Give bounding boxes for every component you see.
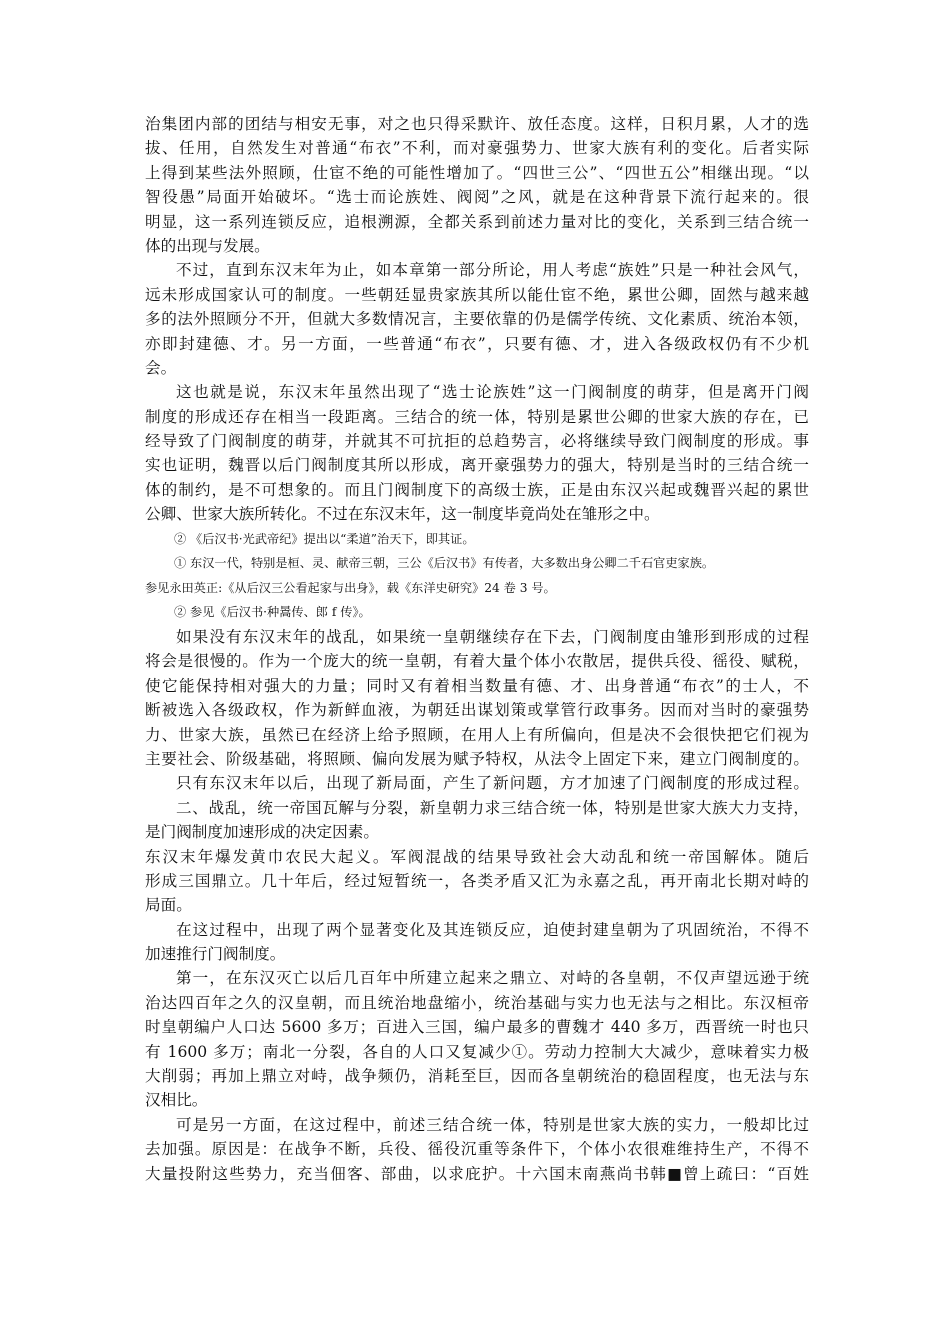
text-line: 智役愚”局面开始破坏。“选士而论族姓、阀阅”之风，就是在这种背景下流行起来的。很 bbox=[145, 188, 809, 207]
text-line: 制度的形成还存在相当一段距离。三结合的统一体，特别是累世公卿的世家大族的存在，已 bbox=[145, 407, 809, 426]
text-line: 可是另一方面，在这过程中，前述三结合统一体，特别是世家大族的实力，一般却比过 bbox=[176, 1115, 809, 1134]
text-line: 会。 bbox=[145, 358, 177, 377]
text-line: 在这过程中，出现了两个显著变化及其连锁反应，迫使封建皇朝为了巩固统治，不得不 bbox=[176, 920, 809, 939]
text-line: 拔、任用，自然发生对普通“布衣”不利，而对豪强势力、世家大族有利的变化。后者实际 bbox=[145, 139, 809, 158]
text-line: 只有东汉末年以后，出现了新局面，产生了新问题，方才加速了门阀制度的形成过程。 bbox=[176, 774, 809, 793]
footnote-line: 参见永田英正:《从后汉三公看起家与出身》，载《东洋史研究》24 卷 3 号。 bbox=[145, 580, 556, 595]
text-line: 第一，在东汉灭亡以后几百年中所建立起来之鼎立、对峙的各皇朝，不仅声望远逊于统 bbox=[176, 969, 809, 988]
text-line: 有 1600 多万；南北一分裂，各自的人口又复减少①。劳动力控制大大减少，意味着实力极 bbox=[145, 1042, 809, 1061]
text-line: 实也证明，魏晋以后门阀制度其所以形成，离开豪强势力的强大，特别是当时的三结合统一 bbox=[145, 456, 809, 475]
text-line: 治集团内部的团结与相安无事，对之也只得采默许、放任态度。这样，日积月累，人才的选 bbox=[145, 115, 809, 133]
text-line: 治达四百年之久的汉皇朝，而且统治地盘缩小，统治基础与实力也无法与之相比。东汉桓帝 bbox=[145, 993, 809, 1012]
text-line: 亦即封建德、才。另一方面，一些普通“布衣”，只要有德、才，进入各级政权仍有不少机 bbox=[145, 334, 809, 353]
text-line: 大量投附这些势力，充当佃客、部曲，以求庇护。十六国末南燕尚书韩■曾上疏曰：“百姓 bbox=[145, 1164, 809, 1183]
text-line: 二、战乱，统一帝国瓦解与分裂，新皇朝力求三结合统一体，特别是世家大族大力支持， bbox=[176, 798, 809, 817]
text-line: 这也就是说，东汉末年虽然出现了“选士论族姓”这一门阀制度的萌芽，但是离开门阀 bbox=[176, 383, 809, 402]
text-line: 远未形成国家认可的制度。一些朝廷显贵家族其所以能仕宦不绝，累世公卿，固然与越来越 bbox=[145, 285, 809, 304]
text-line: 形成三国鼎立。几十年后，经过短暂统一，各类矛盾又汇为永嘉之乱，再开南北长期对峙的 bbox=[145, 871, 809, 890]
text-line: 大削弱；再加上鼎立对峙，战争频仍，消耗至巨，因而各皇朝统治的稳固程度，也无法与东 bbox=[145, 1067, 809, 1086]
footnote-line: ① 东汉一代，特别是桓、灵、献帝三朝，三公《后汉书》有传者，大多数出身公卿二千石官吏家族。 bbox=[174, 556, 715, 571]
text-line: 力、世家大族，虽然已在经济上给予照顾，在用人上有所偏向，但是决不会很快把它们视为 bbox=[145, 725, 809, 744]
text-line: 多的法外照顾分不开，但就大多数情况言，主要依靠的仍是儒学传统、文化素质、统治本领， bbox=[145, 310, 809, 329]
text-line: 上得到某些法外照顾，仕宦不绝的可能性增加了。“四世三公”、“四世五公”相继出现。“以 bbox=[145, 163, 809, 182]
text-line: 如果没有东汉末年的战乱，如果统一皇朝继续存在下去，门阀制度由雏形到形成的过程 bbox=[176, 628, 809, 647]
footnote-line: ② 《后汉书·光武帝纪》提出以“柔道”治天下，即其证。 bbox=[174, 531, 475, 546]
text-line: 公卿、世家大族所转化。不过在东汉末年，这一制度毕竟尚处在雏形之中。 bbox=[145, 505, 660, 524]
text-line: 将会是很慢的。作为一个庞大的统一皇朝，有着大量个体小农散居，提供兵役、徭役、赋税， bbox=[145, 652, 809, 671]
text-line: 使它能保持相对强大的力量；同时又有着相当数量有德、才、出身普通“布衣”的士人，不 bbox=[145, 676, 809, 695]
text-line: 不过，直到东汉末年为止，如本章第一部分所论，用人考虑“族姓”只是一种社会风气， bbox=[176, 261, 809, 280]
text-line: 加速推行门阀制度。 bbox=[145, 945, 286, 964]
text-line: 经导致了门阀制度的萌芽，并就其不可抗拒的总趋势言，必将继续导致门阀制度的形成。事 bbox=[145, 432, 809, 451]
document-page bbox=[145, 112, 809, 1186]
text-line: 体的制约，是不可想象的。而且门阀制度下的高级士族，正是由东汉兴起或魏晋兴起的累世 bbox=[145, 480, 809, 499]
text-line: 汉相比。 bbox=[145, 1091, 208, 1110]
text-line: 去加强。原因是：在战争不断，兵役、徭役沉重等条件下，个体小农很难维持生产，不得不 bbox=[145, 1140, 809, 1159]
text-line: 体的出现与发展。 bbox=[145, 236, 270, 255]
text-line: 局面。 bbox=[145, 896, 192, 915]
text-line: 时皇朝编户人口达 5600 多万；百进入三国，编户最多的曹魏才 440 多万，西晋统一时也只 bbox=[145, 1018, 809, 1037]
text-line: 东汉末年爆发黄巾农民大起义。军阀混战的结果导致社会大动乱和统一帝国解体。随后 bbox=[145, 847, 809, 866]
text-line: 断被选入各级政权，作为新鲜血液，为朝廷出谋划策或掌管行政事务。因而对当时的豪强势 bbox=[145, 701, 809, 720]
footnote-line: ② 参见《后汉书·种暠传、郎 f 传》。 bbox=[174, 605, 371, 620]
text-line: 明显，这一系列连锁反应，追根溯源，全都关系到前述力量对比的变化，关系到三结合统一 bbox=[145, 212, 809, 231]
text-line: 主要社会、阶级基础，将照顾、偏向发展为赋予特权，从法令上固定下来，建立门阀制度的。 bbox=[145, 749, 809, 768]
text-line: 是门阀制度加速形成的决定因素。 bbox=[145, 823, 379, 842]
